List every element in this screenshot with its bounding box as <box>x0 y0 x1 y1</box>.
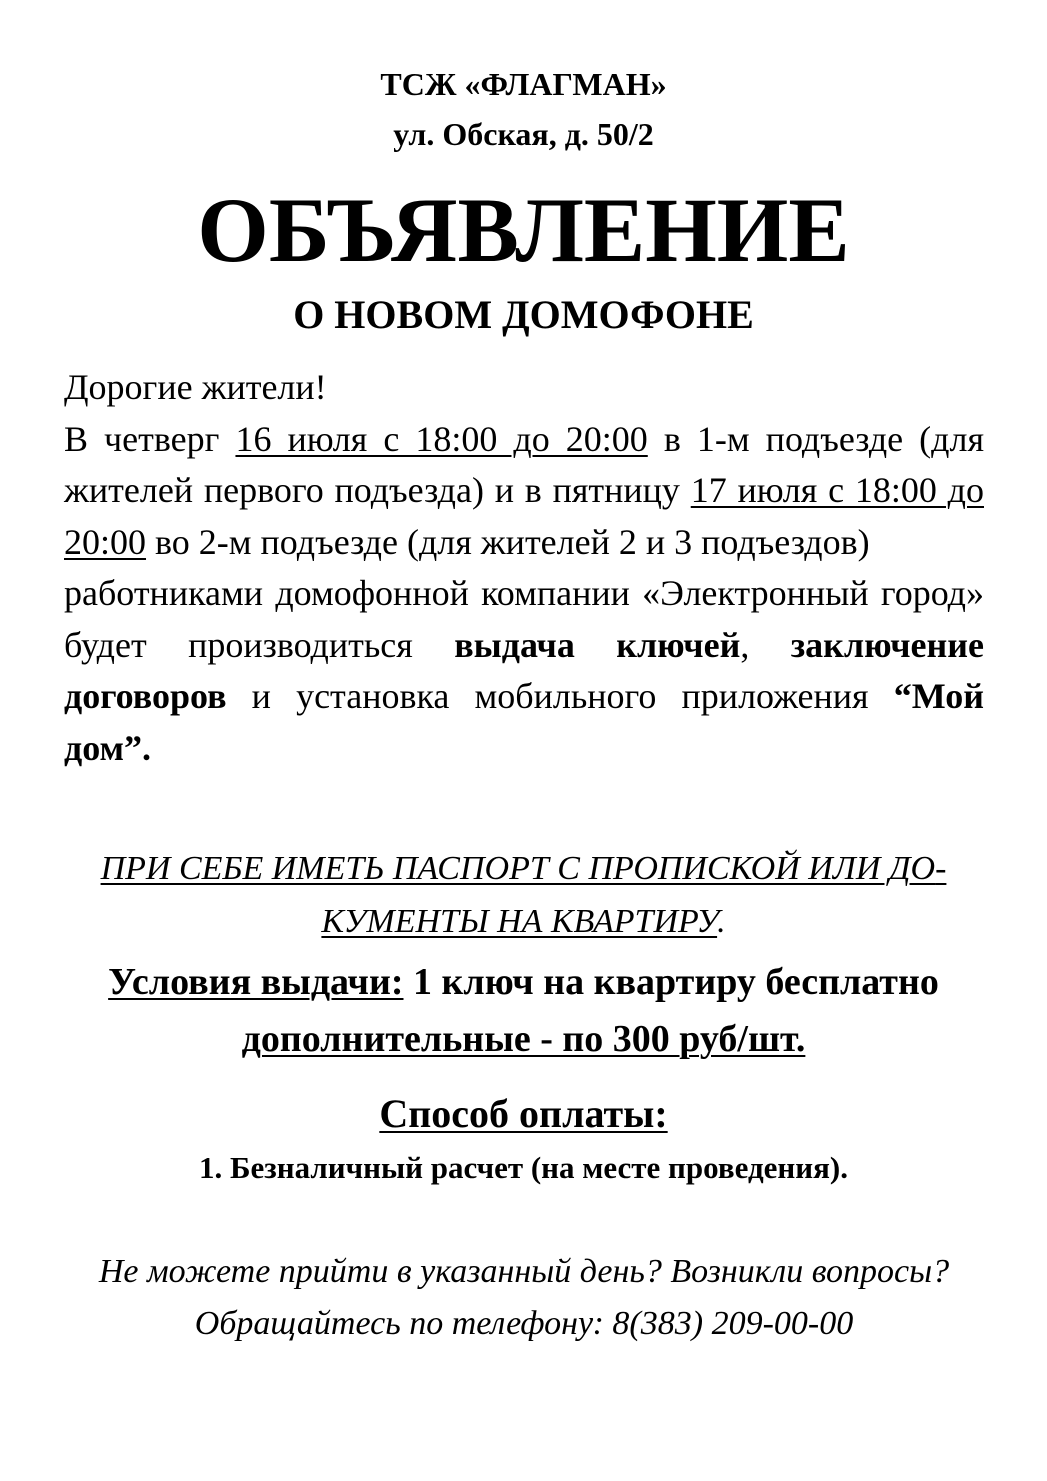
services-text-2: и установка мобильного приложения <box>226 676 894 716</box>
conditions-extra-keys: дополнительные - по 300 руб/шт. <box>241 1018 806 1060</box>
announcement-title: ОБЪЯВЛЕНИЕ <box>197 179 850 281</box>
schedule-date-2: 17 июля с 18:00 до 20:00 <box>64 470 984 562</box>
announcement-body <box>64 362 984 774</box>
org-name: ТСЖ «ФЛАГМАН» <box>380 66 667 102</box>
services-text-1: работниками домофонной компании «Электронный город» будет производиться <box>64 573 984 665</box>
app-name: “Мой дом”. <box>64 676 984 768</box>
services-paragraph <box>64 568 984 774</box>
schedule-text-2: в 1-м подъезде (для жителей первого подъезда) и в пятницу <box>64 418 985 510</box>
org-address: ул. Обская, д. 50/2 <box>393 116 654 152</box>
payment-title <box>0 1088 1047 1140</box>
services-contracts: заключение договоров <box>64 624 984 716</box>
schedule-date-1: 16 июля с 18:00 до 20:00 <box>235 418 648 459</box>
issue-conditions <box>40 954 1007 1068</box>
schedule-text-1: В четверг <box>64 418 236 459</box>
conditions-label: Условия выдачи: <box>108 961 404 1003</box>
conditions-free-key: 1 ключ на квартиру бесплатно <box>403 961 939 1003</box>
greeting: Дорогие жители! <box>64 367 327 407</box>
schedule-paragraph <box>64 414 984 569</box>
schedule-text-3: во 2-м подъезде (для жителей 2 и 3 подъездов) <box>146 521 870 562</box>
documents-notice <box>70 842 977 948</box>
contact-footer: Не можете прийти в указанный день? Возникли вопросы? Обращайтесь по телефону: 8(383) 209-00-00 <box>98 1253 950 1342</box>
services-keys: выдача ключей <box>454 624 741 665</box>
documents-notice-text: ПРИ СЕБЕ ИМЕТЬ ПАСПОРТ С ПРОПИСКОЙ ИЛИ ДОКУМЕНТЫ НА КВАРТИРУ <box>100 850 947 940</box>
documents-notice-period: . <box>717 903 726 940</box>
payment-method-1: 1. Безналичный расчет (на месте проведения). <box>199 1150 848 1185</box>
announcement-subtitle: О НОВОМ ДОМОФОНЕ <box>293 292 754 337</box>
services-comma: , <box>740 624 791 665</box>
payment-title-text: Способ оплаты: <box>379 1091 668 1136</box>
